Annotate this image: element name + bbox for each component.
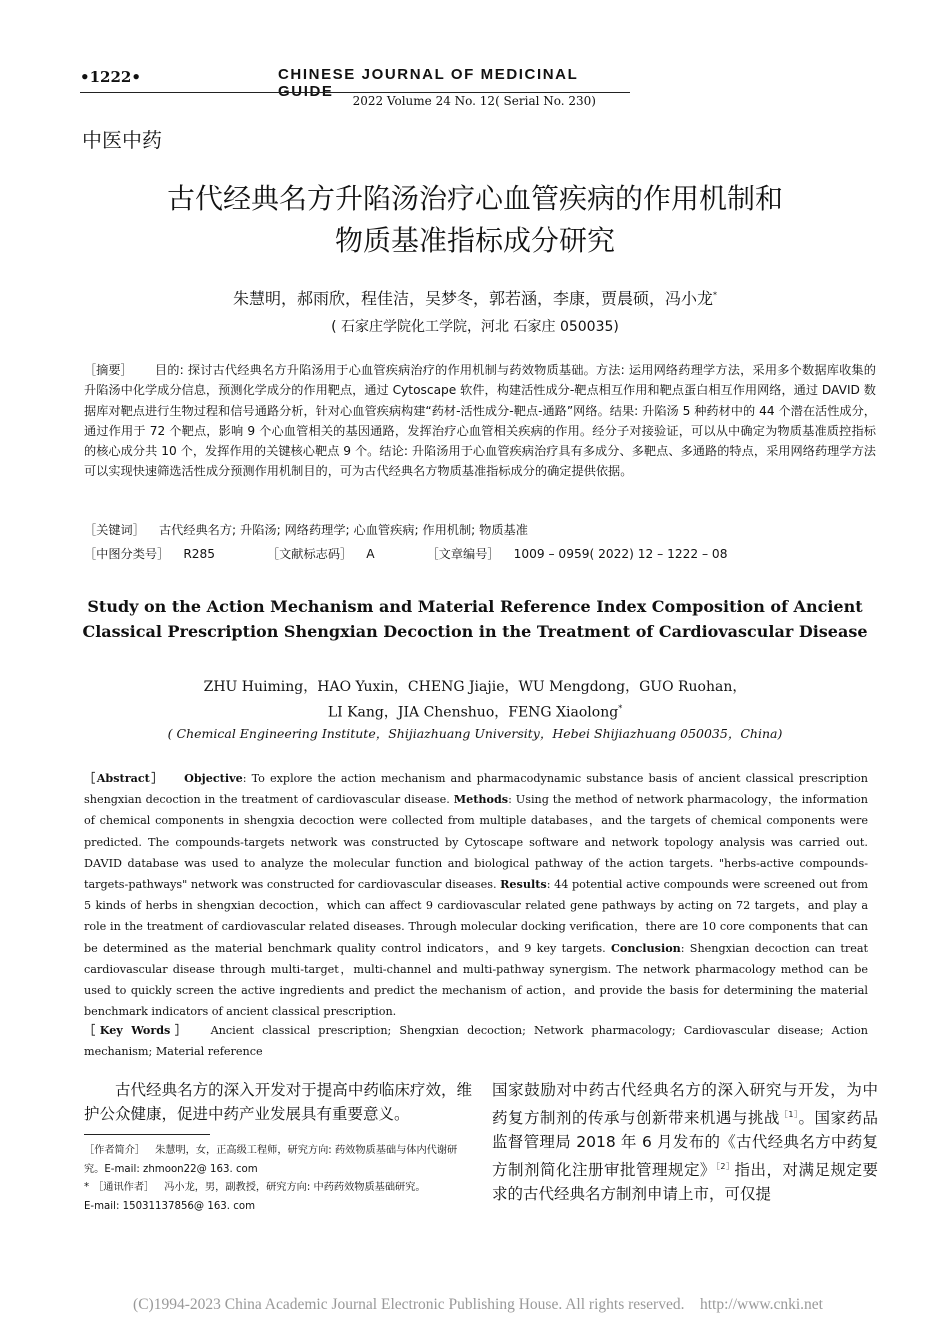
article-label: ［文章编号］ [426,547,500,561]
body-left-column [84,1078,472,1126]
classification-line [84,545,741,562]
body-right-column [492,1078,878,1207]
keywords-en [84,1020,868,1062]
author-note-text: 朱慧明，女，正高级工程师，研究方向: 药效物质基础与体内代谢研究。E-mail: zhmoon22@ 163. com [84,1145,458,1175]
author-note-label: ［作者简介］ [84,1145,146,1156]
body-right-part2: 。国家药品监督管理局 2018 年 6 月发布的《古代经典名方中药复方制剂简化注册审批管理规定》 [492,1108,878,1179]
authors-en-line1: ZHU Huiming，HAO Yuxin，CHENG Jiajie，WU Mengdong，GUO Ruohan， [203,679,747,695]
body-right-part3: 指出，对满足规定要求的古代经典名方制剂申请上市，可仅提 [492,1160,878,1204]
authors-en [80,676,870,724]
title-cn-line1: 古代经典名方升陷汤治疗心血管疾病的作用机制和 [166,182,783,215]
author-note [84,1142,470,1179]
page-number: •1222• [80,68,141,86]
authors-cn-text: 朱慧明，郝雨欣，程佳洁，吴梦冬，郭若涵，李康，贾晨硕，冯小龙 [232,289,713,308]
volume-info: 2022 Volume 24 No. 12( Serial No. 230) [352,94,596,108]
corresponding-note-text: 冯小龙，男，副教授，研究方向: 中药药效物质基础研究。 [164,1182,426,1193]
results-text: : 44 potential active compounds were screened out from 5 kinds of herbs in shengxian decoction，which can affect 9 cardiovascular related gene pathways by acting on 72 targets，and play a role in the treatment of cardiovascular related diseases. Through molecular docking verification，there are 10 core components that can be determined as the material benchmark quality control indicators，and 9 key targets. [84,878,868,955]
abstract-cn-text: 目的: 探讨古代经典名方升陷汤用于心血管疾病治疗的作用机制与药效物质基础。方法: 运用网络药理学方法，采用多个数据库收集的升陷汤中化学成分信息，预测化学成分的作用靶点，通过 Cytoscape 软件，构建活性成分-靶点相互作用和靶点蛋白相互作用网络，通过 DAVID 数据库对靶点进行生物过程和信号通路分析，针对心血管疾病构建“药材-活性成分-靶点-通路”网络。结果: 升陷汤 5 种药材中的 44 个潜在活性成分，通过作用于 72 个靶点，影响 9 个心血管相关的基因通路，发挥治疗心血管相关疾病的作用。经分子对接验证，可以从中确定为物质基准质控指标的核心成分共 10 个，发挥作用的关键核心靶点 9 个。结论: 升陷汤用于心血管疾病治疗具有多成分、多靶点、多通路的特点，采用网络药理学方法可以实现快速筛选活性成分预测作用机制目的，可为古代经典名方物质基准指标成分的确定提供依据。 [84,363,876,479]
corresponding-mark-en: * [618,704,623,713]
keywords-en-text: Ancient classical prescription; Shengxian decoction; Network pharmacology; Cardiovascular disease; Action mechanism; Material reference [84,1024,868,1059]
article-value: 1009 – 0959( 2022) 12 – 1222 – 08 [513,547,728,561]
title-en [80,594,870,644]
footnote-rule [84,1134,210,1135]
authors-en-line2: LI Kang，JIA Chenshuo，FENG Xiaolong [327,704,619,721]
title-en-line2: Classical Prescription Shengxian Decoction in the Treatment of Cardiovascular Disease [82,622,868,641]
clc-label: ［中图分类号］ [84,547,170,561]
objective-label: Objective [184,771,243,785]
body-left-paragraph: 古代经典名方的深入开发对于提高中药临床疗效，维护公众健康，促进中药产业发展具有重要意义。 [84,1081,472,1123]
citation-2: ［2］ [715,1161,735,1171]
header-rule [80,92,630,93]
methods-text: : Using the method of network pharmacology，the information of chemical components in shengxia decoction were collected from multiple databases，and the targets of chemical components were predicted. The compounds-targets network was constructed by Cytoscape software and network topology analysis was carried out. DAVID database was used to analyze the molecular function and biological pathway of the action targets. "herbs-active compounds-targets-pathways" network was constructed for cardiovascular diseases. [84,793,868,892]
footnotes [84,1142,470,1216]
abstract-en [84,768,868,1022]
conclusion-label: Conclusion [610,940,681,955]
title-cn [80,178,870,262]
journal-name: CHINESE JOURNAL OF MEDICINAL GUIDE [278,66,579,100]
objective-text: : To explore the action mechanism and pharmacodynamic substance basis of ancient classical prescription shengxian decoction in the treatment of cardiovascular disease. [84,772,869,807]
keywords-cn-label: ［关键词］ [84,523,145,537]
body-right-part1: 国家鼓励对中药古代经典名方的深入研究与开发，为中药复方制剂的传承与创新带来机遇与挑战 [492,1081,878,1127]
doc-value: A [366,547,375,561]
corresponding-email: E-mail: 15031137856@ 163. com [84,1200,256,1212]
corresponding-note [84,1179,470,1198]
clc-value: R285 [183,547,216,561]
abstract-cn [84,360,876,482]
abstract-en-label: ［Abstract］ [84,771,165,785]
abstract-cn-label: ［摘要］ [84,363,133,377]
title-en-line1: Study on the Action Mechanism and Material Reference Index Composition of Ancient [87,597,863,616]
doc-label: ［文献标志码］ [266,547,353,561]
keywords-cn [84,521,542,538]
running-header [80,66,630,100]
keywords-cn-text: 古代经典名方; 升陷汤; 网络药理学; 心血管疾病; 作用机制; 物质基准 [158,523,528,537]
section-label: 中医中药 [82,128,162,152]
citation-1: ［1］ [779,1109,799,1119]
methods-label: Methods [453,792,509,807]
keywords-en-label: ［Key Words］ [84,1023,191,1037]
corresponding-note-label: ［通讯作者］ [93,1182,155,1193]
affiliation-en: ( Chemical Engineering Institute，Shijiazhuang University，Hebei Shijiazhuang 050035，China) [167,726,783,741]
corresponding-mark: * [713,290,717,300]
copyright-footer: (C)1994-2023 China Academic Journal Electronic Publishing House. All rights reserved. http://www.cnki.net [133,1296,823,1313]
corresponding-note-mark: * [84,1182,90,1193]
affiliation-cn: ( 石家庄学院化工学院，河北 石家庄 050035) [331,319,619,335]
results-label: Results [500,877,547,892]
conclusion-text: : Shengxian decoction can treat cardiovascular disease through multi-target，multi-channel and multi-pathway synergism. The network pharmacology method can be used to quickly screen the active ingredients and predict the mechanism of action，and provide the basis for determining the material benchmark indicators of ancient classical prescription. [84,941,868,1019]
title-cn-line2: 物质基准指标成分研究 [334,224,615,257]
authors-cn [80,286,870,309]
